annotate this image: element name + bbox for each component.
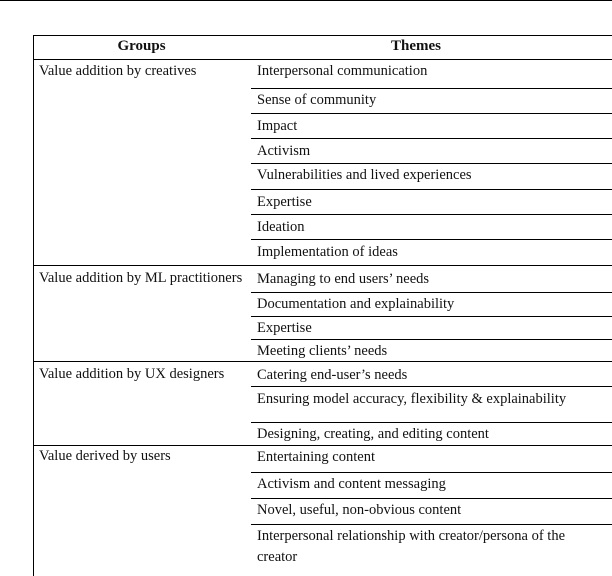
theme-cell: Managing to end users’ needs: [257, 271, 430, 287]
group-divider: [34, 265, 612, 266]
theme-divider: [251, 339, 612, 340]
themes-column-header: Themes: [391, 38, 441, 54]
theme-divider: [251, 292, 612, 293]
group-label-users: Value derived by users: [39, 448, 171, 464]
theme-cell: Interpersonal communication: [257, 63, 428, 79]
theme-divider: [251, 88, 612, 89]
group-label-ml-practitioners: Value addition by ML practitioners: [39, 270, 243, 286]
group-label-ux-designers: Value addition by UX designers: [39, 366, 225, 382]
theme-cell: Meeting clients’ needs: [257, 343, 388, 359]
theme-divider: [251, 316, 612, 317]
groups-column-header: Groups: [117, 38, 166, 54]
theme-cell: Catering end-user’s needs: [257, 367, 408, 383]
theme-divider: [251, 386, 612, 387]
theme-cell: Implementation of ideas: [257, 244, 398, 260]
theme-divider: [251, 189, 612, 190]
theme-divider: [251, 498, 612, 499]
theme-cell: Ensuring model accuracy, flexibility & explainability: [257, 391, 567, 407]
table-header-row: [34, 36, 612, 60]
theme-cell: Impact: [257, 118, 298, 134]
theme-divider: [251, 163, 612, 164]
theme-cell: Expertise: [257, 194, 312, 210]
theme-divider: [251, 214, 612, 215]
theme-cell: Novel, useful, non-obvious content: [257, 502, 462, 518]
theme-divider: [251, 138, 612, 139]
theme-divider: [251, 422, 612, 423]
group-divider: [34, 445, 612, 446]
theme-cell: Designing, creating, and editing content: [257, 426, 489, 442]
theme-cell: Entertaining content: [257, 449, 375, 465]
themes-table: [33, 35, 612, 576]
theme-divider: [251, 524, 612, 525]
theme-cell: Expertise: [257, 320, 312, 336]
theme-divider: [251, 472, 612, 473]
theme-cell: Interpersonal relationship with creator/persona of the: [257, 528, 566, 544]
page-top-rule: [0, 0, 612, 1]
group-label-creatives: Value addition by creatives: [39, 63, 197, 79]
group-divider: [34, 361, 612, 362]
theme-cell: Sense of community: [257, 92, 377, 108]
theme-cell: Activism and content messaging: [257, 476, 446, 492]
theme-cell: Vulnerabilities and lived experiences: [257, 167, 472, 183]
theme-cell: Activism: [257, 143, 311, 159]
theme-divider: [251, 113, 612, 114]
theme-cell: creator: [257, 549, 298, 565]
theme-cell: Documentation and explainability: [257, 296, 455, 312]
theme-divider: [251, 239, 612, 240]
theme-cell: Ideation: [257, 219, 305, 235]
